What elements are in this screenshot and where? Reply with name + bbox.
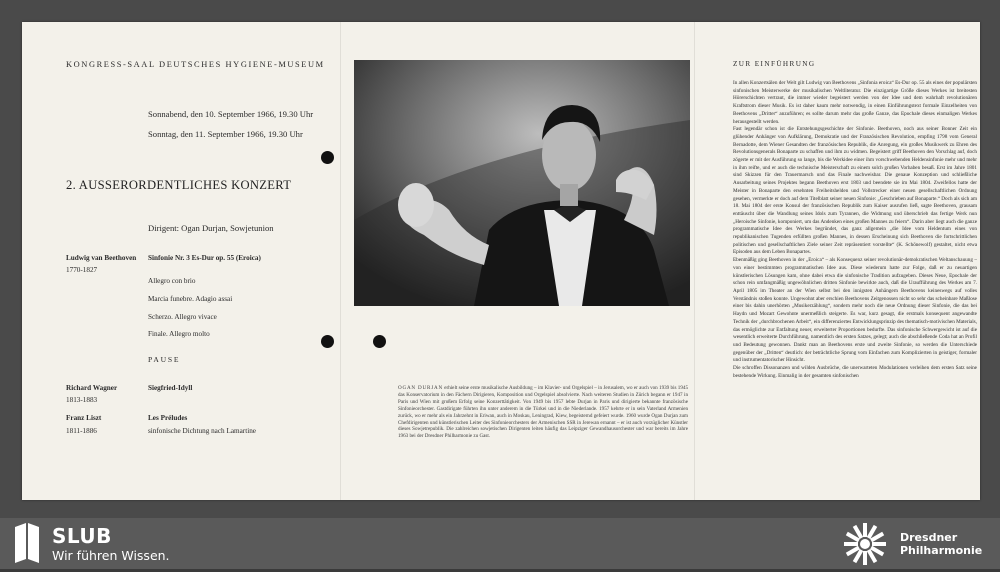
- partner-line-1: Dresdner: [900, 531, 958, 544]
- venue-heading: KONGRESS-SAAL DEUTSCHES HYGIENE-MUSEUM: [66, 60, 325, 69]
- movement-item: Finale. Allegro molto: [148, 330, 210, 338]
- date-saturday: Sonnabend, den 10. September 1966, 19.30 Uhr: [148, 109, 314, 119]
- bio-text: erhielt seine erste musikalische Ausbildung – im Klavier- und Orgelspiel – in Jerusalem, wo er auch von 1939 bis 1945 das Konservatorium in den Fächern Dirigieren, Komposition und Orgelspiel absolvierte. Nach weiteren Studien in Zürich begann er 1947 in Paris und Wien mit großem Erfolg seine Konzerttätigkeit. Von 1949 bis 1957 lebte Durjan in Paris und dirigierte bekannte französische Sinfonieorchester. Gastdirigate führten ihn unter anderem in die Türkei und in die Niederlande. 1957 kehrte er in sein Vaterland Armenien zurück, wo er mehr als ein Jahrzehnt in Eriwan, auch in Moskau, Leningrad, Kiew, begeisternd gefeiert wurde. 1960 wurde Ogan Durjan zum Chefdirigenten und künstlerischen Leiter des Sinfonieorchesters der Armenischen SSR in Jerewan ernannt – er ist auch vorzüglicher Künstler dieses Sowjetrepublik. Die zahlreichen sowjetischen Dirigenten leiten häufig das Leipziger Gewandhausorchester und war bereits im Jahre 1963 bei der Dresdner Philharmonie zu Gast.: [398, 385, 688, 440]
- work-subtitle: sinfonische Dichtung nach Lamartine: [148, 427, 256, 435]
- composer-years: 1770-1827: [66, 266, 98, 274]
- partner-line-2: Philharmonie: [900, 544, 983, 557]
- slub-logo-icon: [12, 523, 42, 563]
- footer-tagline: Wir führen Wissen.: [52, 548, 170, 563]
- date-sunday: Sonntag, den 11. September 1966, 19.30 Uhr: [148, 129, 303, 139]
- intro-paragraph: Ebenmäßig ging Beethoven in der „Eroica“ – als Konsequenz seiner revolutionär-demokratischen Weltanschauung – von einer bestimmten programmatischen Idee aus. Diese wiederum hatte zur Folge, daß er zu neuartigen künstlerischen Lösungen kam, ohne dabei etwa die sinfonische Tradition aufzugeben. Dieses Neue, Epochale der schon rein umfangmäßig ungewöhnlichen dritten Sinfonie bewirkte auch, daß die Uraufführung des Werkes am 7. April 1805 im Theater an der Wien selbst bei den innigsten Anhängern Beethovens keineswegs auf volles Verständnis stoßen konnte. Ungewohnt aber erschien Beethovens Zeitgenossen nicht so sehr das scheinbare Maßlose einer bis dahin unerhörten „Musikerzählung“, sondern mehr noch die neue Ordnung dieser Sinfonie, die das bei Haydn und Mozart Gewohnte unermeßlich steigerte. Es war, kurz gesagt, die erstmals konsequent angewandte Technik der „durchbrochenen Arbeit“, ein differenziertes Entwicklungsprinzip des thematisch-motivischen Materials, das ermöglichte zur Entfaltung neuer, erweiterter Proportionen bedurfte. Das sinfonische Schwergewicht ist auf die wesentlich erweiterte Durchführung, namentlich des ersten Satzes, gelegt; auch die abschließende Coda hat an Profil und Bedeutung gewonnen. Dankt man an Beethovens erste und zweite Sinfonie, so werden die Unterschiede gegenüber der „Dritten“ deutlich: der beträchtliche Sprung vom Einfachen zum Komplizierten in geistiger, formaler und instrumentatorischer Hinsicht.: [733, 257, 977, 364]
- movement-item: Scherzo. Allegro vivace: [148, 313, 217, 321]
- fold-line: [340, 22, 341, 500]
- intro-paragraph: In allen Konzertsälen der Welt gilt Ludwig van Beethovens „Sinfonia eroica“ Es-Dur op. 55 als eines der populärsten sinfonischen Meisterwerke der musikalischen Weltliteratur. Die einzigartige Größe dieses Werkes ist breitesten Hörerschichten vertraut, die immer wieder begeistert werden von der Idee und dem wahrhaft revolutionären Kraftstrom dieser Musik. Es ist daher kaum mehr notwendig, in einen Einführungstext formale Einzelheiten von Beethovens „Dritter“ anzuführen; es sollte darum mehr das große Ganze, das Epochale dieses einmaligen Werkes herausgestellt werden.: [733, 80, 977, 125]
- composer-years: 1811-1886: [66, 427, 97, 435]
- conductor-photo: [354, 60, 690, 306]
- work-title: Sinfonie Nr. 3 Es-Dur op. 55 (Eroica): [148, 254, 261, 262]
- intro-paragraph: Fast legendär schon ist die Entstehungsgeschichte der Sinfonie. Beethoven, noch aus seiner Bonner Zeit ein glühender Anhänger von Aufklärung, Demokratie und der Französischen Revolution, empfing 1798 vom General Bernadotte, dem Wiener Gesandten der französischen Republik, die Anregung, ein großes Musikwerk zu Ehren des Revolutionsgenerals Bonaparte zu schaffen und ihm zu widmen. Begeistert griff Beethoven den Vorschlag auf, doch zögerte er mit der Ausführung so lange, bis die Werkidee einer ihm vorschwebenden Heldensinfonie mehr und mehr in ihm reifte, und er auch die technische Meisterschaft zu einem solch großen Vorhaben besaß. Erst im Jahre 1801 sind Skizzen für den Trauermarsch und das Finale nachweisbar. Die genaue Konzeption und schließliche Ausarbeitung seines Projektes begann Beethoven erst 1803 und beendete sie im Mai 1804. Zweifellos hatte der Meister in Bonaparte den ersehnten Freiheitshelden und Vollstrecker einer neuen gesellschaftlichen Ordnung gesehen, vermerkte er doch auf dem Titelblatt seiner neuen Sinfonie: „Geschrieben auf Bonaparte.“ Doch als sich am 18. Mai 1804 der erste Konsul der französischen Republik zum Kaiser ausrufen ließ, sagte Beethoven, grausam enttäuscht über die Wandlung seines Idols zum Tyrannen, die Widmung und überschrieb das fertige Werk nun „Heroische Sinfonie, komponiert, um das Andenken eines großen Mannes zu feiern“. Darin aber liegt auch die ganze programmatische Idee des Werkes begründet, das ganz allgemein „die Idee vom Heldentum eines von republikanischen Tugenden erfüllten großen Mannes, in dessen Erscheinung sich Beethoven die fortschrittlichen politischen und gesellschaftlichen Ziele seiner Zeit repräsentiert vorstellte“ (K. Schönewolf) gestaltet, nicht etwa Episoden aus dem Leben Bonapartes.: [733, 126, 977, 256]
- philharmonie-logo-icon: [842, 521, 888, 567]
- composer-wagner: Richard Wagner: [66, 384, 118, 392]
- concert-title: 2. AUSSERORDENTLICHES KONZERT: [66, 178, 292, 192]
- work-title: Les Préludes: [148, 414, 188, 422]
- movement-item: Allegro con brio: [148, 277, 196, 285]
- introduction-text: [733, 80, 977, 380]
- composer-beethoven: Ludwig van Beethoven: [66, 254, 137, 262]
- intro-paragraph: Die schroffen Dissonanzen und wilden Ausbrüche, die unerwarteten Modulationen verleihen dem ersten Satz seine bestehende Wirkung. Einmalig in der gesamten sinfonischen: [733, 365, 977, 379]
- composer-liszt: Franz Liszt: [66, 414, 102, 422]
- work-title: Siegfried-Idyll: [148, 384, 193, 392]
- conductor-line: Dirigent: Ogan Durjan, Sowjetunion: [148, 223, 274, 233]
- fold-line: [694, 22, 695, 500]
- punch-hole: [373, 335, 386, 348]
- punch-hole: [321, 335, 334, 348]
- composer-years: 1813-1883: [66, 396, 98, 404]
- footer-brand: SLUB: [52, 524, 112, 548]
- bio-name: OGAN DURJAN: [398, 385, 443, 391]
- introduction-heading: ZUR EINFÜHRUNG: [733, 60, 816, 68]
- movement-item: Marcia funebre. Adagio assai: [148, 295, 233, 303]
- conductor-biography: [398, 385, 688, 440]
- pause-label: PAUSE: [148, 355, 181, 364]
- punch-hole: [321, 151, 334, 164]
- partner-name: [900, 531, 982, 557]
